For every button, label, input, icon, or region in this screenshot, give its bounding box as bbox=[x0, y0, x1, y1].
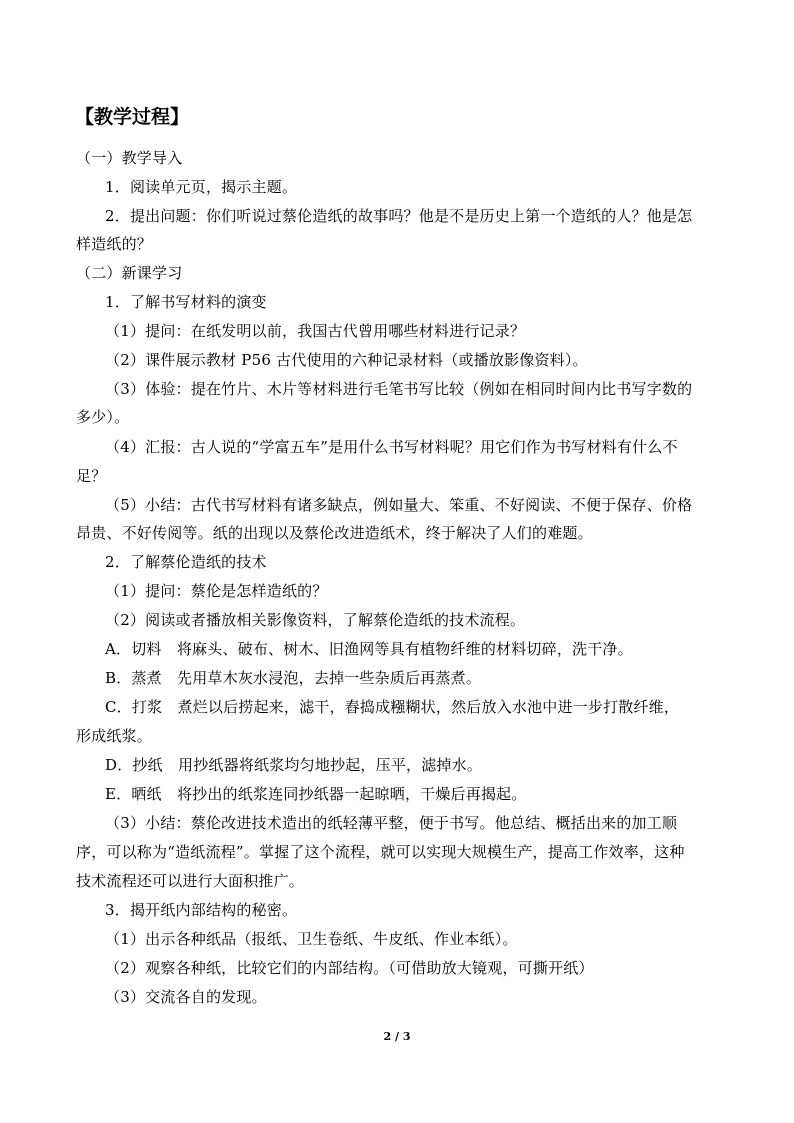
list-item: （5）小结：古代书写材料有诸多缺点，例如量大、笨重、不好阅读、不便于保存、价格 bbox=[105, 496, 693, 514]
list-item: （4）汇报：古人说的“学富五车”是用什么书写材料呢？用它们作为书写材料有什么不 bbox=[105, 438, 678, 456]
list-item: 1．了解书写材料的演变 bbox=[105, 293, 267, 311]
process-step: B．蒸煮 先用草木灰水浸泡，去掉一些杂质后再蒸煮。 bbox=[105, 669, 482, 687]
list-item: （3）交流各自的发现。 bbox=[105, 988, 267, 1006]
list-item: （1）出示各种纸品（报纸、卫生卷纸、牛皮纸、作业本纸）。 bbox=[105, 930, 518, 948]
list-item: 2．了解蔡伦造纸的技术 bbox=[105, 553, 267, 571]
subsection-title: （二）新课学习 bbox=[76, 264, 183, 282]
list-item: （3）体验：提在竹片、木片等材料进行毛笔书写比较（例如在相同时间内比书写字数的 bbox=[105, 380, 693, 398]
list-item: 1．阅读单元页，揭示主题。 bbox=[105, 178, 298, 196]
list-item: （3）小结：蔡伦改进技术造出的纸轻薄平整，便于书写。他总结、概括出来的加工顺 bbox=[105, 814, 678, 832]
list-item-continuation: 昂贵、不好传阅等。纸的出现以及蔡伦改进造纸术，终于解决了人们的难题。 bbox=[76, 524, 593, 542]
list-item-continuation: 序，可以称为“造纸流程”。掌握了这个流程，就可以实现大规模生产，提高工作效率，这种 bbox=[76, 843, 685, 861]
list-item: 2．提出问题：你们听说过蔡伦造纸的故事吗？他是不是历史上第一个造纸的人？他是怎 bbox=[105, 207, 693, 225]
list-item: （1）提问：在纸发明以前，我国古代曾用哪些材料进行记录？ bbox=[105, 322, 526, 340]
process-step: C．打浆 煮烂以后捞起来，滤干，舂捣成糨糊状，然后放入水池中进一步打散纤维， bbox=[105, 698, 680, 716]
process-step-continuation: 形成纸浆。 bbox=[76, 727, 153, 745]
section-heading: 【教学过程】 bbox=[75, 106, 190, 128]
process-step: E．晒纸 将抄出的纸浆连同抄纸器一起晾晒，干燥后再揭起。 bbox=[105, 785, 527, 803]
list-item: （2）阅读或者播放相关影像资料，了解蔡伦造纸的技术流程。 bbox=[105, 611, 526, 629]
list-item-continuation: 技术流程还可以进行大面积推广。 bbox=[76, 872, 305, 890]
subsection-title: （一）教学导入 bbox=[76, 149, 183, 167]
list-item-continuation: 样造纸的？ bbox=[76, 235, 153, 253]
process-step: D．抄纸 用抄纸器将纸浆均匀地抄起，压平，滤掉水。 bbox=[105, 756, 483, 774]
list-item: （2）课件展示教材 P56 古代使用的六种记录材料（或播放影像资料）。 bbox=[105, 351, 588, 369]
page-number: 2 / 3 bbox=[383, 1030, 411, 1043]
list-item: （1）提问：蔡伦是怎样造纸的？ bbox=[105, 582, 328, 600]
list-item: 3．揭开纸内部结构的秘密。 bbox=[105, 901, 298, 919]
process-step: A．切料 将麻头、破布、树木、旧渔网等具有植物纤维的材料切碎，洗干净。 bbox=[105, 640, 633, 658]
list-item-continuation: 多少）。 bbox=[76, 408, 130, 426]
list-item: （2）观察各种纸，比较它们的内部结构。（可借助放大镜观，可撕开纸） bbox=[105, 959, 594, 977]
list-item-continuation: 足？ bbox=[76, 467, 107, 485]
